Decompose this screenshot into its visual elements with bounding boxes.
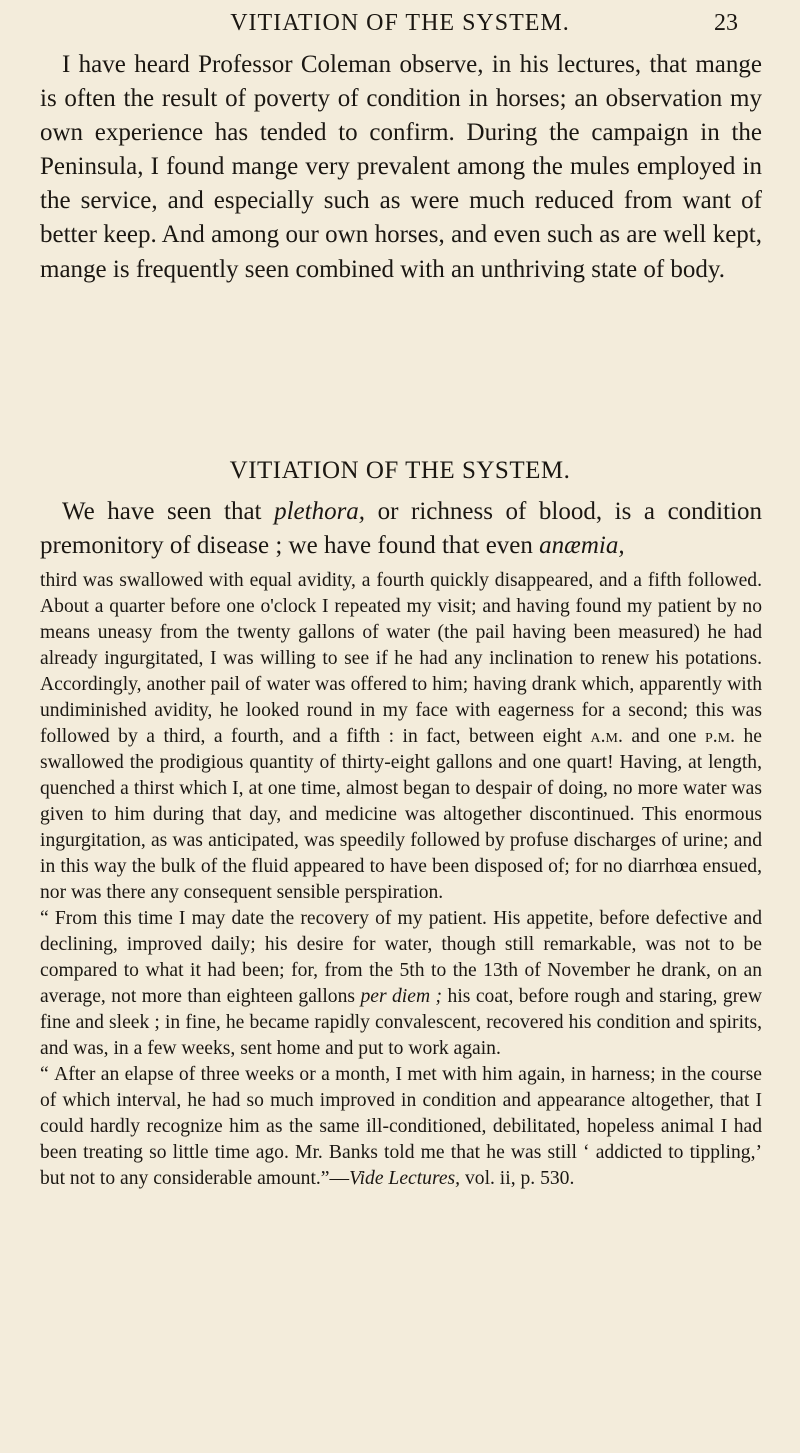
text-run: vol. ii, p. 530. [460, 1168, 575, 1189]
section-paragraph [40, 495, 762, 563]
italic-per-diem: per diem ; [360, 986, 443, 1007]
footnote-block [40, 568, 762, 1192]
page-header [0, 10, 800, 44]
text-run: third was swallowed with equal avidity, a fourth quickly disappeared, and a fifth followed. About a quarter before one o'clock I repeated my visit; and having found my patient by no means uneasy from the twenty gallons of water (the pail having been measured) he had already ingurgitated, I was willing to see if he had any inclination to renew his potations. Accordingly, another pail of water was offered to him; having drank which, apparently with undiminished avidity, he looked round in my face with eagerness for a second; this was followed by a third, a fourth, and a fifth : in fact, between eight [40, 570, 762, 747]
text-run: After an elapse of three weeks or a month, I met with him again, in harness; in the course of which interval, he had so much improved in condition and appearance altogether, that I could hardly recognize him as the same ill-conditioned, debilitated, hopeless animal I had been treating so little time ago. Mr. Banks told me that he was still ‘ addicted to tippling,’ but not to any considerable amount.”— [40, 1064, 762, 1189]
text-run: We have seen that [62, 498, 275, 525]
main-paragraph: I have heard Professor Coleman observe, in his lectures, that mange is often the result of poverty of condition in horses; an observation my own experience has tended to confirm. During the campaign in the Peninsula, I found mange very prevalent among the mules employed in the service, and especially such as were much reduced from want of better keep. And among our own horses, and even such as are well kept, mange is frequently seen combined with an unthriving state of body. [40, 51, 762, 283]
footnote-paragraph-3 [40, 1062, 762, 1192]
italic-term-anaemia: anæmia, [539, 532, 625, 559]
section-title: VITIATION OF THE SYSTEM. [229, 457, 571, 484]
text-run: he swallowed the prodigious quantity of thirty-eight gallons and one quart! Having, at length, quenched a thirst which I, at one time, almost began to despair of doing, no more water was given to him during that day, and medicine was altogether discontinued. This enormous ingurgitation, as was anticipated, was speedily followed by profuse discharges of urine; and in this way the bulk of the fluid appeared to have been disposed of; for no diarrhœa ensued, nor was there any consequent sensible perspiration. [40, 726, 762, 903]
section-text [40, 495, 762, 563]
time-pm: p.m. [704, 726, 735, 747]
footnote-paragraph-2 [40, 906, 762, 1062]
running-head: VITIATION OF THE SYSTEM. [230, 10, 570, 36]
footnote-paragraph-1 [40, 568, 762, 906]
main-text [40, 48, 762, 287]
text-run: and one [622, 726, 705, 747]
text-run: or richness of blood, is a condition premonitory of disease ; we have found that even [40, 498, 762, 559]
time-am: a.m. [590, 726, 623, 747]
text-run: his coat, before rough and staring, grew fine and sleek ; in fine, he became rapidly convalescent, recovered his condition and spirits, and was, in a few weeks, sent home and put to work again. [40, 986, 762, 1059]
page-number: 23 [714, 10, 738, 36]
text-run: From this time I may date the recovery of my patient. His appetite, before defective and declining, improved daily; his desire for water, though still remarkable, was not to be compared to what it had been; for, from the 5th to the 13th of November he drank, on an average, not more than eighteen gallons [40, 908, 762, 1007]
italic-term-plethora: plethora, [274, 498, 366, 525]
italic-citation: Vide Lectures, [349, 1168, 461, 1189]
